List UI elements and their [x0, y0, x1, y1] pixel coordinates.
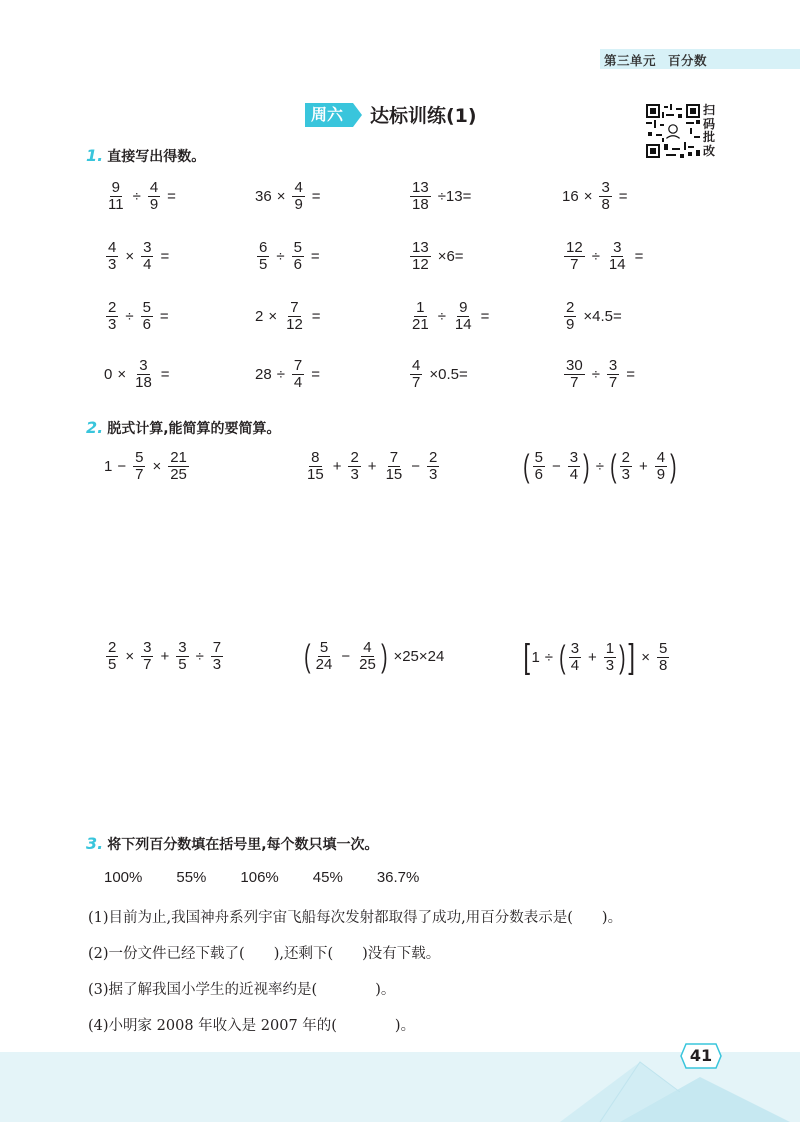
numerator: 3 — [601, 179, 610, 196]
fraction — [168, 450, 189, 483]
fraction — [655, 450, 667, 483]
problem-item — [562, 358, 640, 391]
denominator: 15 — [307, 465, 324, 483]
choice-item: 106% — [240, 869, 279, 886]
operator: × — [583, 187, 593, 205]
numerator: 5 — [135, 449, 144, 466]
fraction — [599, 180, 611, 213]
numerator: 3 — [613, 239, 622, 256]
section-1-heading: 1. 直接写出得数。 — [86, 146, 206, 165]
problem-item — [255, 358, 325, 391]
fraction — [106, 300, 118, 333]
fraction — [106, 640, 118, 673]
operator: = — [160, 365, 170, 383]
denominator: 4 — [143, 255, 152, 273]
denominator: 9 — [656, 465, 666, 483]
numerator: 8 — [311, 449, 320, 466]
denominator: 3 — [108, 315, 117, 333]
numerator: 4 — [412, 357, 421, 374]
numerator: 2 — [108, 299, 117, 316]
calc-problem — [522, 640, 671, 674]
percent-choices — [104, 869, 453, 886]
numerator: 3 — [608, 357, 618, 374]
denominator: 7 — [570, 373, 579, 391]
bracket: ) — [380, 638, 388, 675]
numerator: 12 — [566, 239, 583, 256]
numerator: 1 — [416, 299, 425, 316]
topic-label: 百分数 — [668, 53, 708, 68]
numerator: 2 — [566, 299, 575, 316]
denominator: 9 — [566, 315, 575, 333]
calc-problem — [303, 450, 441, 483]
operator: ÷ — [132, 187, 141, 205]
operator: = — [626, 365, 636, 383]
fraction — [106, 180, 126, 213]
denominator: 8 — [659, 656, 668, 674]
fraction — [176, 640, 188, 673]
denominator: 15 — [385, 465, 403, 483]
number: 1 — [104, 457, 113, 475]
qr-code-icon[interactable] — [646, 104, 700, 158]
operator: ÷ — [544, 648, 554, 666]
problem-item — [104, 358, 175, 391]
denominator: 11 — [108, 195, 124, 213]
operator: = — [167, 187, 176, 205]
numerator: 4 — [363, 639, 372, 656]
numerator: 5 — [534, 449, 543, 466]
denominator: 4 — [569, 465, 579, 483]
problem-item — [408, 180, 476, 213]
problem-item — [408, 240, 469, 273]
numerator: 7 — [212, 639, 222, 656]
choice-item: 100% — [104, 869, 143, 886]
question-1: (1)目前为止,我国神舟系列宇宙飞船每次发射都取得了成功,用百分数表示是( )。 — [88, 910, 623, 926]
problem-item — [562, 240, 648, 273]
numerator: 3 — [570, 639, 580, 657]
operator: + — [332, 457, 342, 475]
number: 1 — [531, 648, 540, 666]
operator: − — [341, 647, 351, 665]
denominator: 3 — [108, 255, 117, 273]
question-3: (3)据了解我国小学生的近视率约是( )。 — [88, 982, 396, 998]
operator: − — [117, 457, 127, 475]
operator: ×4.5= — [583, 307, 622, 325]
operator: = — [634, 247, 644, 265]
numerator: 4 — [656, 449, 666, 466]
fraction — [133, 358, 154, 391]
fraction — [292, 358, 304, 391]
denominator: 6 — [293, 255, 302, 273]
numerator: 3 — [139, 357, 148, 374]
number: 0 — [104, 365, 113, 383]
fraction — [607, 358, 619, 391]
denominator: 12 — [286, 315, 303, 333]
operator: × — [276, 187, 286, 205]
denominator: 5 — [108, 655, 117, 673]
operator: ÷ — [125, 307, 134, 325]
bracket: ] — [628, 638, 635, 676]
problem-item — [255, 240, 325, 273]
fraction — [410, 300, 431, 333]
numerator: 7 — [389, 449, 399, 466]
numerator: 3 — [143, 239, 152, 256]
fraction — [211, 640, 223, 673]
calc-problem — [303, 640, 449, 673]
numerator: 3 — [569, 449, 579, 466]
numerator: 4 — [294, 179, 303, 196]
fraction — [314, 640, 335, 673]
operator: ÷ — [591, 247, 600, 265]
denominator: 7 — [143, 655, 152, 673]
fraction — [284, 300, 305, 333]
numerator: 3 — [178, 639, 187, 656]
operator: ÷ — [437, 307, 446, 325]
numerator: 6 — [259, 239, 268, 256]
fraction — [141, 300, 153, 333]
operator: ÷ — [276, 247, 285, 265]
fraction — [569, 641, 581, 674]
operator: × — [641, 648, 651, 666]
denominator: 25 — [359, 655, 376, 673]
denominator: 4 — [293, 373, 303, 391]
fraction — [604, 641, 616, 674]
operator: = — [311, 187, 321, 205]
bracket: ( — [304, 638, 311, 675]
operator: × — [268, 307, 278, 325]
fraction — [257, 240, 269, 273]
fraction — [453, 300, 474, 333]
problem-item — [104, 240, 174, 273]
fraction — [106, 240, 118, 273]
problem-item — [255, 180, 326, 213]
problem-item — [104, 300, 174, 333]
problem-item — [104, 180, 181, 213]
denominator: 7 — [412, 373, 421, 391]
bracket: ) — [583, 448, 590, 485]
operator: = — [618, 187, 628, 205]
choice-item: 36.7% — [376, 869, 420, 886]
fraction — [564, 358, 585, 391]
denominator: 3 — [605, 656, 615, 674]
numerator: 3 — [143, 639, 152, 656]
fraction — [292, 180, 304, 213]
fraction — [410, 180, 431, 213]
bracket: [ — [523, 638, 531, 676]
numerator: 2 — [621, 449, 630, 466]
calc-problem — [522, 450, 678, 483]
denominator: 18 — [135, 373, 152, 391]
denominator: 12 — [412, 255, 429, 273]
operator: + — [367, 457, 377, 475]
numerator: 21 — [170, 449, 187, 466]
denominator: 4 — [570, 656, 580, 674]
page-number: 41 — [689, 1046, 713, 1065]
operator: × — [152, 457, 162, 475]
page-title: 达标训练(1) — [370, 105, 477, 127]
problem-item — [408, 300, 494, 333]
numerator: 1 — [605, 639, 615, 657]
operator: ×0.5= — [429, 365, 468, 383]
numerator: 2 — [429, 449, 438, 466]
numerator: 5 — [659, 639, 668, 657]
numerator: 9 — [459, 299, 468, 316]
numerator: 2 — [350, 449, 359, 466]
fraction — [410, 240, 431, 273]
denominator: 25 — [170, 465, 187, 483]
denominator: 21 — [412, 315, 429, 333]
numerator: 7 — [293, 357, 303, 374]
denominator: 9 — [294, 195, 303, 213]
bracket: ) — [670, 448, 677, 485]
calc-problem — [104, 450, 191, 483]
operator: + — [160, 647, 170, 665]
denominator: 24 — [315, 655, 333, 673]
section-3-heading: 3. 将下列百分数填在括号里,每个数只填一次。 — [86, 834, 379, 853]
denominator: 5 — [259, 255, 268, 273]
fraction — [607, 240, 628, 273]
denominator: 3 — [350, 465, 359, 483]
question-2: (2)一份文件已经下载了( ),还剩下( )没有下载。 — [88, 946, 441, 962]
numerator: 4 — [108, 239, 117, 256]
numerator: 13 — [412, 179, 429, 196]
bracket: ( — [559, 639, 566, 675]
numerator: 5 — [319, 639, 329, 656]
number: 2 — [255, 307, 264, 325]
fraction — [410, 358, 422, 391]
denominator: 14 — [454, 315, 472, 333]
operator: = — [310, 247, 320, 265]
operator: = — [311, 365, 321, 383]
header-text — [604, 51, 707, 69]
operator: ÷ — [591, 365, 600, 383]
operator: = — [480, 307, 490, 325]
numerator: 9 — [111, 179, 120, 196]
numerator: 4 — [149, 179, 159, 196]
numerator: 13 — [412, 239, 429, 256]
operator: ÷13= — [437, 187, 472, 205]
denominator: 9 — [149, 195, 159, 213]
operator: = — [160, 247, 170, 265]
fraction — [564, 300, 576, 333]
operator: × — [125, 647, 135, 665]
calc-problem — [104, 640, 225, 673]
denominator: 7 — [570, 255, 579, 273]
numerator: 5 — [293, 239, 302, 256]
operator: ÷ — [195, 647, 204, 665]
problem-item — [562, 300, 627, 333]
denominator: 6 — [534, 465, 543, 483]
bracket: ) — [619, 639, 626, 675]
fraction — [533, 450, 545, 483]
scan-to-grade-label: 扫 码 批 改 — [703, 103, 716, 158]
fraction — [568, 450, 580, 483]
problem-item — [408, 358, 473, 391]
unit-label: 第三单元 — [604, 53, 657, 68]
operator: ×6= — [437, 247, 464, 265]
denominator: 8 — [601, 195, 610, 213]
fraction — [141, 640, 153, 673]
number: 28 — [255, 365, 272, 383]
operator: × — [125, 247, 135, 265]
denominator: 18 — [412, 195, 429, 213]
number: 16 — [562, 187, 579, 205]
operator: × — [117, 365, 127, 383]
fraction — [348, 450, 360, 483]
denominator: 5 — [178, 655, 187, 673]
section-2-heading: 2. 脱式计算,能简算的要简算。 — [86, 418, 281, 437]
denominator: 7 — [135, 465, 144, 483]
denominator: 6 — [142, 315, 151, 333]
denominator: 14 — [608, 255, 626, 273]
operator: ÷ — [595, 457, 604, 475]
bracket: ( — [610, 448, 617, 485]
fraction — [427, 450, 439, 483]
fraction — [148, 180, 160, 213]
fraction — [657, 641, 669, 674]
operator: + — [588, 648, 597, 666]
denominator: 3 — [429, 465, 438, 483]
denominator: 7 — [608, 373, 618, 391]
operator: − — [552, 457, 561, 475]
fraction — [292, 240, 304, 273]
number: 36 — [255, 187, 272, 205]
numerator: 5 — [142, 299, 151, 316]
fraction — [564, 240, 585, 273]
operator: = — [311, 307, 321, 325]
fraction — [620, 450, 632, 483]
fraction — [133, 450, 145, 483]
fraction — [384, 450, 405, 483]
fraction — [305, 450, 326, 483]
operator: + — [639, 457, 648, 475]
numerator: 7 — [290, 299, 299, 316]
operator: − — [411, 457, 421, 475]
fraction — [357, 640, 378, 673]
operator: ×25×24 — [393, 647, 445, 665]
question-4: (4)小明家 2008 年收入是 2007 年的( )。 — [88, 1018, 416, 1034]
fraction — [141, 240, 153, 273]
day-tag: 周六 — [305, 103, 353, 127]
denominator: 3 — [621, 465, 630, 483]
numerator: 30 — [566, 357, 583, 374]
bracket: ( — [523, 448, 530, 485]
choice-item: 55% — [176, 869, 207, 886]
operator: ÷ — [276, 365, 285, 383]
denominator: 3 — [212, 655, 222, 673]
operator: = — [159, 307, 169, 325]
problem-item — [255, 300, 326, 333]
problem-item — [562, 180, 633, 213]
choice-item: 45% — [312, 869, 343, 886]
numerator: 2 — [108, 639, 117, 656]
